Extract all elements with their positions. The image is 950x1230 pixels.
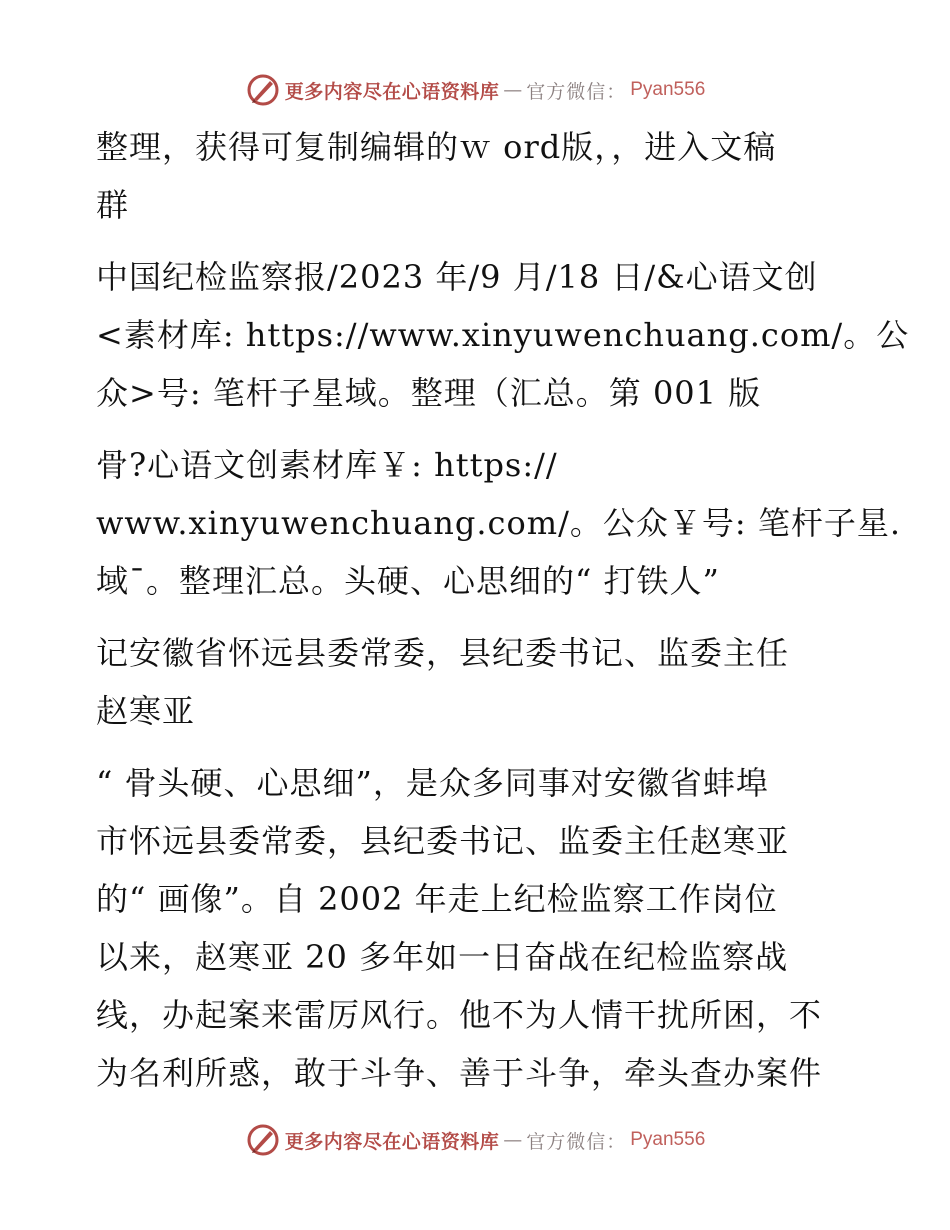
text-line: 群	[96, 186, 130, 224]
pen-logo-icon	[245, 1122, 281, 1158]
banner-separator: —	[503, 79, 523, 101]
document-body	[96, 118, 910, 1102]
banner-handle: Pyan556	[630, 79, 706, 100]
text-line: 中国纪检监察报/2023 年/9 月/18 日/&心语文创	[96, 258, 818, 296]
text-line: 赵寒亚	[96, 692, 196, 730]
paragraph-5	[96, 754, 856, 1102]
banner-contact-label: 官方微信：	[526, 80, 627, 103]
paragraph-1	[96, 118, 856, 234]
text-line: 线，办起案来雷厉风行。他不为人情干扰所困，不	[96, 996, 823, 1034]
text-line: 为名利所惑，敢于斗争、善于斗争，牵头查办案件	[96, 1054, 823, 1092]
banner-handle: Pyan556	[630, 1129, 706, 1150]
header-banner	[0, 72, 950, 108]
text-line: 记安徽省怀远县委常委，县纪委书记、监委主任	[96, 634, 790, 672]
banner-separator: —	[503, 1129, 523, 1151]
banner-brand: 更多内容尽在心语资料库	[284, 80, 500, 103]
text-line: 以来，赵寒亚 20 多年如一日奋战在纪检监察战	[96, 938, 789, 976]
text-line: 市怀远县委常委，县纪委书记、监委主任赵寒亚	[96, 822, 790, 860]
text-line: “ 骨头硬、心思细”，是众多同事对安徽省蚌埠	[96, 764, 769, 802]
text-line: www.xinyuwenchuang.com/。公众￥号: 笔杆子星.	[96, 504, 901, 542]
text-line: <素材库: https://www.xinyuwenchuang.com/。公	[96, 316, 910, 354]
footer-banner	[0, 1122, 950, 1158]
paragraph-4	[96, 624, 856, 740]
text-line: 骨?心语文创素材库￥: https://	[96, 446, 558, 484]
text-line: 的“ 画像”。自 2002 年走上纪检监察工作岗位	[96, 880, 778, 918]
text-line: 整理，获得可复制编辑的ｗ ord版，，进入文稿	[96, 128, 777, 166]
banner-contact-label: 官方微信：	[526, 1130, 627, 1153]
text-line: 域¯。整理汇总。头硬、心思细的“ 打铁人”	[96, 562, 720, 600]
paragraph-2	[96, 248, 910, 422]
paragraph-3	[96, 436, 901, 610]
banner-brand: 更多内容尽在心语资料库	[284, 1130, 500, 1153]
pen-logo-icon	[245, 72, 281, 108]
text-line: 众>号: 笔杆子星域。整理（汇总。第 001 版	[96, 374, 762, 412]
